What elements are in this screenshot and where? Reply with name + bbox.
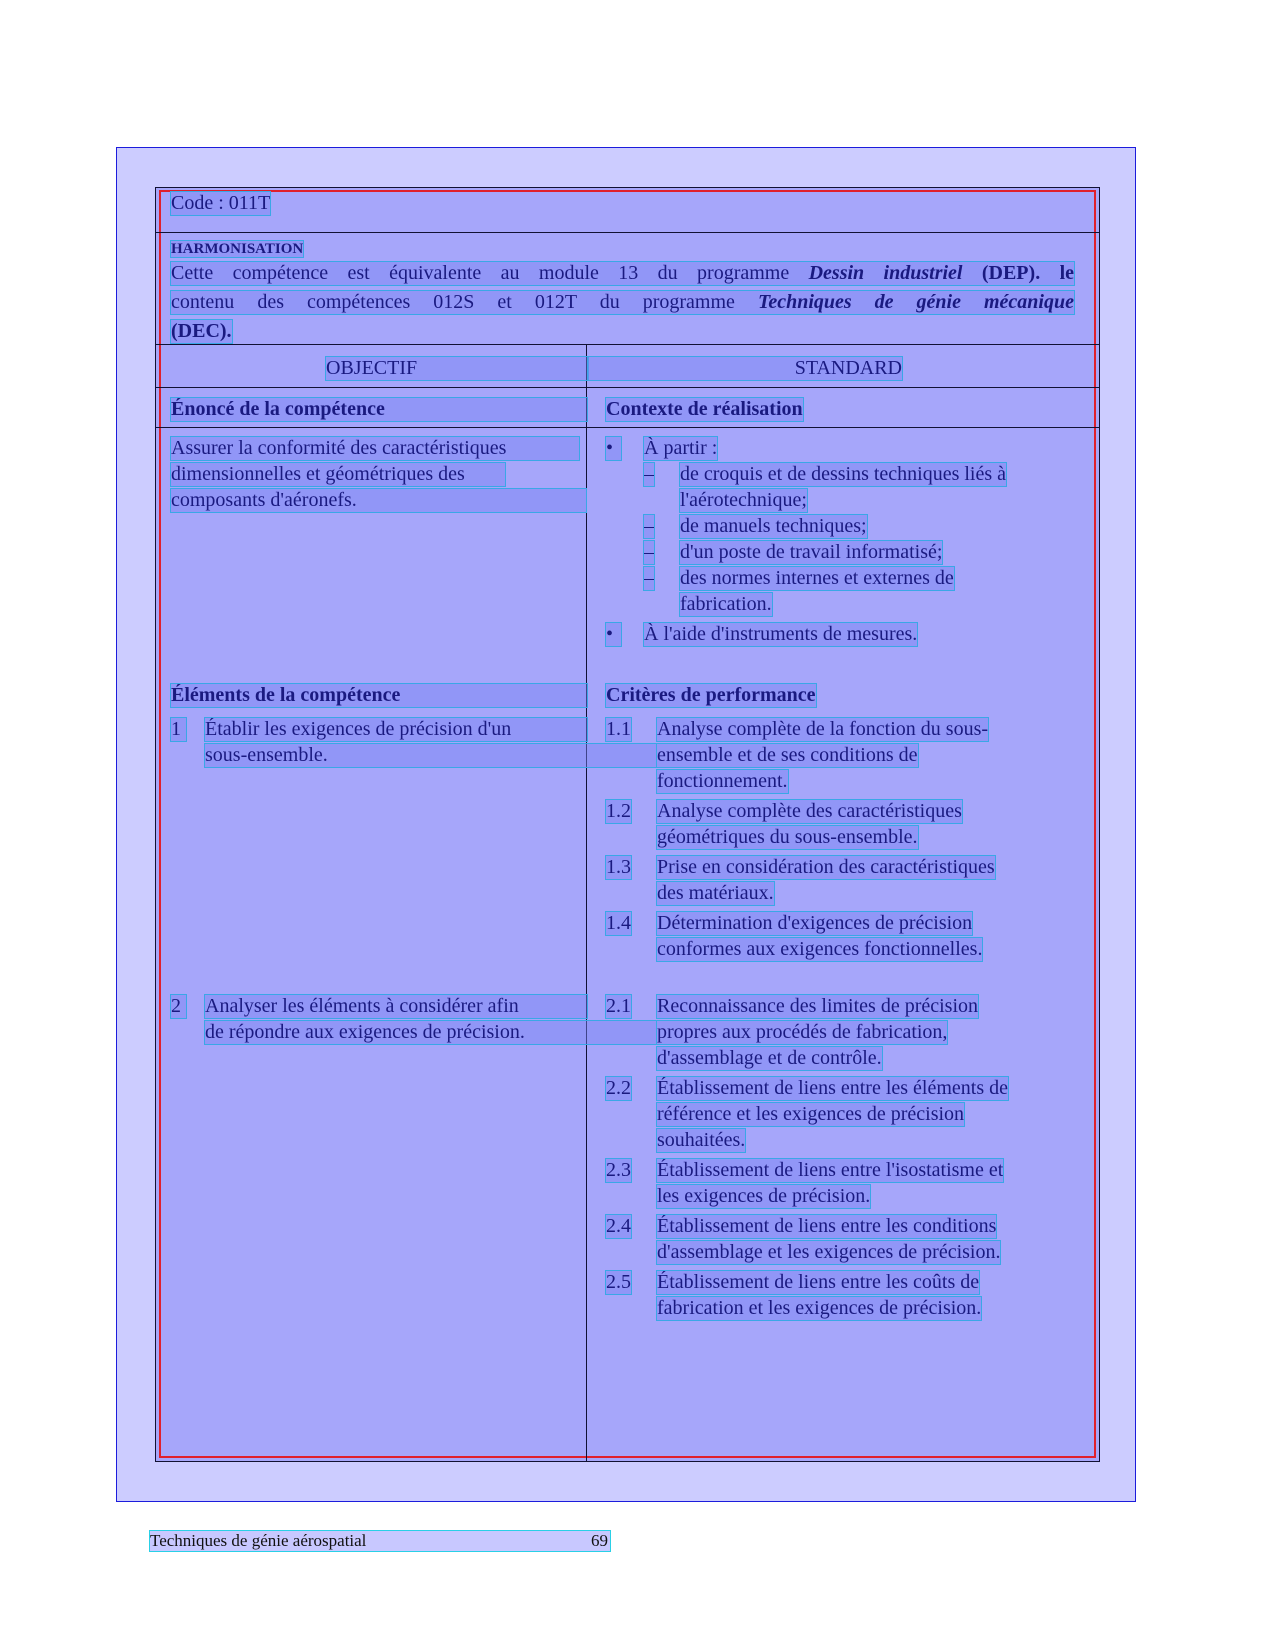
contexte-sub-item: l'aérotechnique; [680, 489, 807, 511]
critere-line: fonctionnement. [657, 770, 788, 792]
code-label: Code : 011T [171, 192, 271, 214]
enonce-line: composants d'aéronefs. [171, 489, 586, 512]
harmonisation-line-3: (DEC). [171, 320, 232, 342]
harmonisation-line-1 [171, 262, 1074, 285]
critere-line: Établissement de liens entre les éléments de [657, 1077, 1008, 1099]
element-number: 2 [171, 995, 186, 1018]
rule-below-headers [155, 387, 1100, 388]
dash-icon: – [644, 515, 654, 537]
harmonisation-text-1c: (DEP). le [962, 262, 1075, 284]
contexte-sub-item: des normes internes et externes de [680, 567, 954, 589]
harmonisation-heading: HARMONISATION [171, 241, 304, 257]
critere-line: Analyse complète de la fonction du sous- [657, 718, 989, 740]
element-line: sous-ensemble. [205, 744, 656, 767]
contexte-sub-item: fabrication. [680, 593, 772, 615]
critere-number: 2.1 [606, 995, 631, 1017]
critere-line: souhaitées. [657, 1129, 746, 1151]
column-divider [586, 344, 587, 1462]
critere-line: référence et les exigences de précision [657, 1103, 965, 1125]
harmonisation-text-2a: contenu des compétences 012S et 012T du programme [171, 291, 758, 313]
element-line: Analyser les éléments à considérer afin [205, 995, 587, 1018]
critere-line: Établissement de liens entre l'isostatisme et [657, 1159, 1004, 1181]
critere-line: Établissement de liens entre les conditions [657, 1215, 997, 1237]
critere-number: 2.3 [606, 1159, 631, 1181]
critere-number: 1.3 [606, 856, 631, 878]
critere-line: Prise en considération des caractéristiques [657, 856, 995, 878]
critere-line: d'assemblage et les exigences de précision. [657, 1241, 1001, 1263]
element-number: 1 [171, 718, 186, 741]
standard-header: STANDARD [588, 357, 902, 380]
element-line: Établir les exigences de précision d'un [205, 718, 587, 741]
page-footer [150, 1531, 610, 1551]
elements-heading: Éléments de la compétence [171, 684, 587, 707]
harmonisation-program-dessin: Dessin industriel [808, 262, 963, 284]
bullet-icon: • [606, 623, 621, 646]
element-line: de répondre aux exigences de précision. [205, 1021, 656, 1044]
criteres-heading: Critères de performance [606, 684, 816, 706]
critere-number: 1.4 [606, 912, 631, 934]
footer-title: Techniques de génie aérospatial [150, 1531, 367, 1550]
enonce-line: Assurer la conformité des caractéristiques [171, 437, 579, 460]
page-number: 69 [591, 1531, 608, 1550]
critere-number: 1.2 [606, 800, 631, 822]
rule-below-code [155, 232, 1100, 233]
critere-line: les exigences de précision. [657, 1185, 871, 1207]
harmonisation-program-tgm: Techniques de génie mécanique [757, 291, 1074, 313]
contexte-sub-item: de manuels techniques; [680, 515, 867, 537]
enonce-heading: Énoncé de la compétence [171, 398, 587, 421]
bullet-icon: • [606, 437, 621, 460]
critere-line: géométriques du sous-ensemble. [657, 826, 918, 848]
critere-line: fabrication et les exigences de précision. [657, 1297, 982, 1319]
critere-line: Détermination d'exigences de précision [657, 912, 973, 934]
contexte-sub-item: d'un poste de travail informatisé; [680, 541, 943, 563]
dash-icon: – [644, 463, 654, 485]
contexte-aide: À l'aide d'instruments de mesures. [644, 623, 918, 645]
critere-line: Établissement de liens entre les coûts de [657, 1271, 980, 1293]
rule-below-section-titles [155, 427, 1100, 428]
rule-below-harmonisation [155, 344, 1100, 345]
contexte-sub-item: de croquis et de dessins techniques liés à [680, 463, 1007, 485]
critere-line: d'assemblage et de contrôle. [657, 1047, 882, 1069]
critere-number: 2.2 [606, 1077, 631, 1099]
contexte-a-partir: À partir : [644, 437, 718, 459]
critere-line: propres aux procédés de fabrication, [657, 1021, 948, 1043]
critere-line: Reconnaissance des limites de précision [657, 995, 979, 1017]
objectif-header: OBJECTIF [326, 357, 588, 380]
dash-icon: – [644, 541, 654, 563]
harmonisation-line-2 [171, 291, 1074, 314]
critere-line: ensemble et de ses conditions de [657, 744, 918, 766]
critere-number: 1.1 [606, 718, 631, 740]
critere-line: Analyse complète des caractéristiques [657, 800, 962, 822]
critere-line: des matériaux. [657, 882, 774, 904]
dash-icon: – [644, 567, 654, 589]
harmonisation-text-1a: Cette compétence est équivalente au module 13 du programme [171, 262, 809, 284]
critere-line: conformes aux exigences fonctionnelles. [657, 938, 983, 960]
contexte-heading: Contexte de réalisation [606, 398, 803, 420]
critere-number: 2.5 [606, 1271, 631, 1293]
critere-number: 2.4 [606, 1215, 631, 1237]
enonce-line: dimensionnelles et géométriques des [171, 463, 505, 486]
